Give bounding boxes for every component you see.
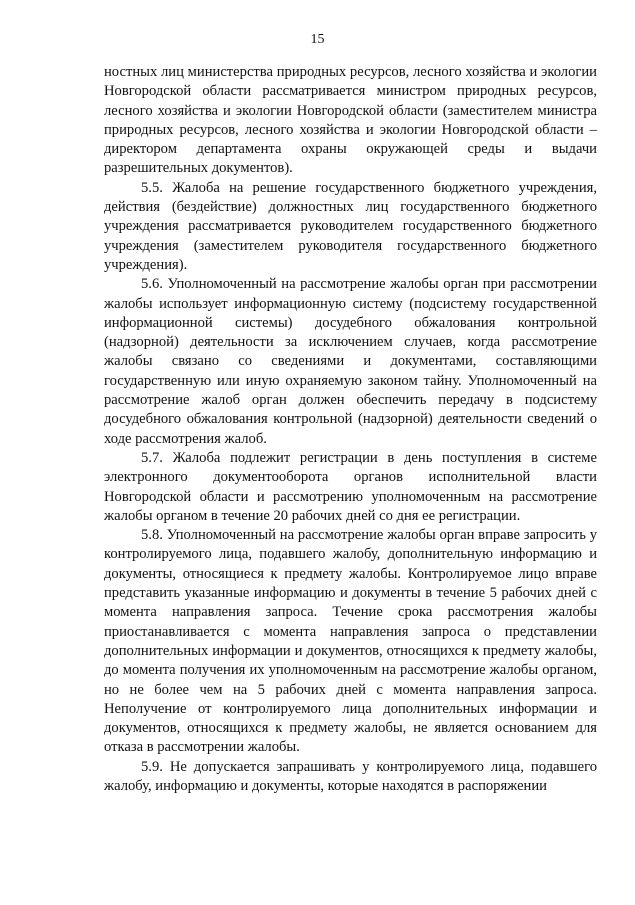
- paragraph-5-6: 5.6. Уполномоченный на рассмотрение жалобы орган при рассмотрении жалобы использует информационную систему (подсистему государственной информационной системы) досудебного обжалования контрольной (надзорной) деятельности за исключением случаев, когда рассмотрение жалобы связано со сведениями и документами, составляющими государственную или иную охраняемую законом тайну. Уполномоченный на рассмотрение жалоб орган должен обеспечить передачу в подсистему досудебного обжалования контрольной (надзорной) деятельности сведений о ходе рассмотрения жалоб.: [104, 276, 597, 447]
- paragraph-5-9: 5.9. Не допускается запрашивать у контролируемого лица, подавшего жалобу, информацию и документы, которые находятся в распоряжении: [104, 758, 597, 794]
- page-number: 15: [310, 32, 325, 47]
- paragraph-continuation: ностных лиц министерства природных ресурсов, лесного хозяйства и экологии Новгородской области рассматривается министром природных ресурсов, лесного хозяйства и экологии Новгородской области (заместителем министра природных ресурсов, лесного хозяйства и экологии Новгородской области – директором департамента охраны окружающей среды и выдачи разрешительных документов).: [104, 64, 597, 177]
- paragraph-5-8: 5.8. Уполномоченный на рассмотрение жалобы орган вправе запросить у контролируемого лица, подавшего жалобу, дополнительную информацию и документы, относящиеся к предмету жалобы. Контролируемое лицо вправе представить указанные информацию и документы в течение 5 рабочих дней с момента направления запроса. Течение срока рассмотрения жалобы приостанавливается с момента направления запроса о представлении дополнительных информации и документов, относящихся к предмету жалобы, до момента получения их уполномоченным на рассмотрение жалобы органом, но не более чем на 5 рабочих дней с момента направления запроса. Неполучение от контролируемого лица дополнительных информации и документов, относящихся к предмету жалобы, не является основанием для отказа в рассмотрении жалобы.: [104, 527, 597, 756]
- body-text: [104, 63, 597, 796]
- paragraph-5-5: 5.5. Жалоба на решение государственного бюджетного учреждения, действия (бездействие) должностных лиц государственного бюджетного учреждения рассматривается руководителем государственного бюджетного учреждения (заместителем руководителя государственного бюджетного учреждения).: [104, 179, 597, 273]
- paragraph-5-7: 5.7. Жалоба подлежит регистрации в день поступления в системе электронного документооборота органов исполнительной власти Новгородской области и рассмотрению уполномоченным на рассмотрение жалобы органом в течение 20 рабочих дней со дня ее регистрации.: [104, 449, 597, 524]
